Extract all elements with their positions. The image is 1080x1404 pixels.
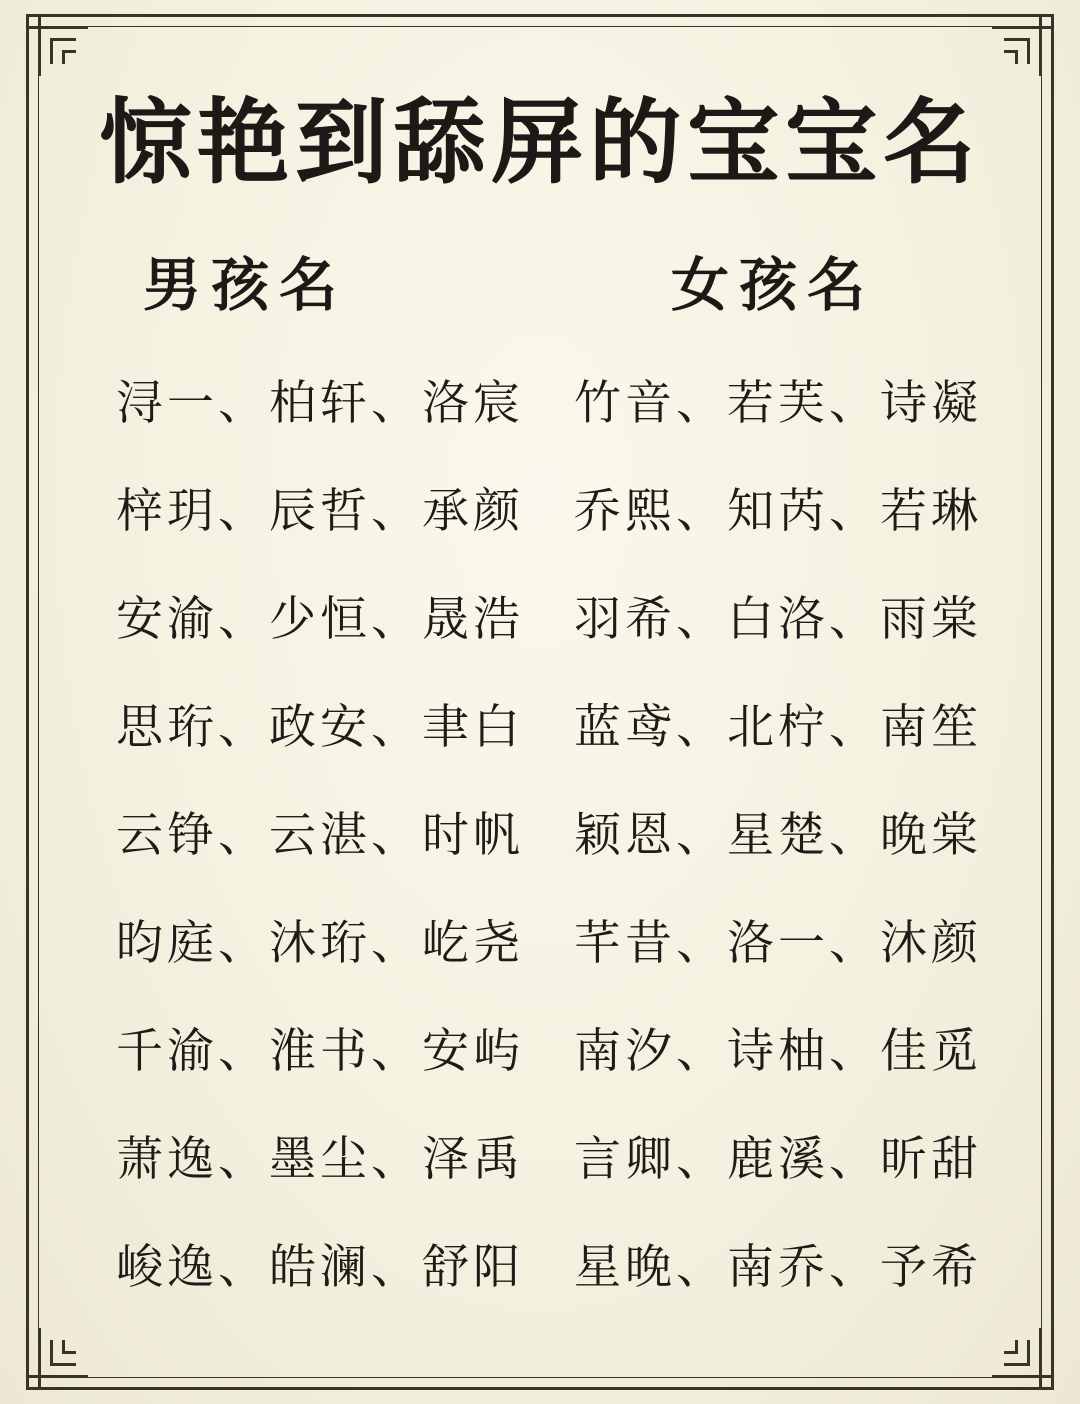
list-item: 千渝、淮书、安屿: [116, 1023, 524, 1079]
list-item: 颖恩、星楚、晚棠: [574, 807, 982, 863]
boys-column-heading: 男孩名: [142, 250, 347, 319]
list-item: 峻逸、皓澜、舒阳: [116, 1239, 524, 1295]
list-item: 羽希、白洛、雨棠: [574, 591, 982, 647]
poster-content: [60, 50, 1020, 1354]
list-item: 梓玥、辰哲、承颜: [116, 483, 524, 539]
list-item: 蓝鸢、北柠、南笙: [574, 699, 982, 755]
list-item: 思珩、政安、聿白: [116, 699, 524, 755]
list-item: 星晚、南乔、予希: [574, 1239, 982, 1295]
boys-name-column: [60, 238, 540, 1322]
name-columns: [60, 238, 1020, 1322]
list-item: 萧逸、墨尘、泽禹: [116, 1131, 524, 1187]
list-item: 安渝、少恒、晟浩: [116, 591, 524, 647]
list-item: 昀庭、沐珩、屹尧: [116, 915, 524, 971]
list-item: 言卿、鹿溪、昕甜: [574, 1131, 982, 1187]
page-title: 惊艳到舔屏的宝宝名: [98, 88, 981, 196]
list-item: 芊昔、洛一、沐颜: [574, 915, 982, 971]
list-item: 南汐、诗柚、佳觅: [574, 1023, 982, 1079]
list-item: 浔一、柏轩、洛宸: [116, 375, 524, 431]
list-item: 竹音、若芙、诗凝: [574, 375, 982, 431]
list-item: 乔熙、知芮、若琳: [574, 483, 982, 539]
list-item: 云铮、云湛、时帆: [116, 807, 524, 863]
girls-name-column: [540, 238, 1020, 1322]
girls-column-heading: 女孩名: [670, 250, 875, 319]
